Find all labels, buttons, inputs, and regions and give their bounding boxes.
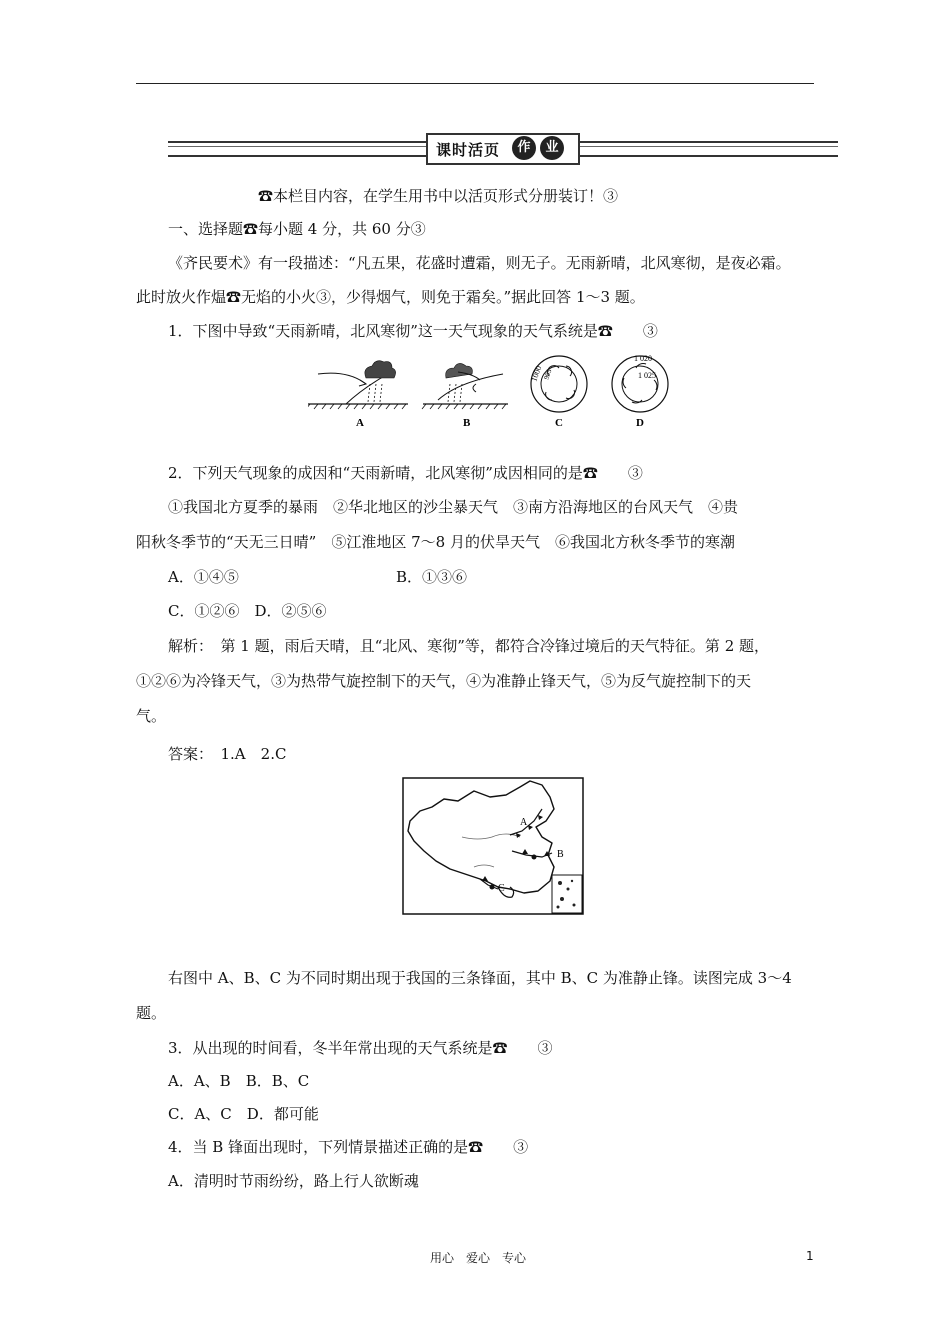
- figure1-panel-a: [308, 361, 408, 429]
- anticyclone-figure: [608, 352, 698, 432]
- banner-title: 课时活页: [436, 141, 501, 159]
- figure1-label-d: D: [636, 417, 644, 429]
- section-banner: [168, 133, 838, 163]
- footer-motto: 用心 爱心 专心: [430, 1251, 527, 1265]
- figure1-label-b: B: [463, 417, 471, 429]
- option-c-d: C．①②⑥ D．②⑤⑥: [168, 602, 327, 620]
- analysis-line: 气。: [136, 707, 167, 725]
- figure1-label-c: C: [555, 417, 563, 429]
- header-rule: [136, 83, 814, 84]
- isobar-1025: 1 025: [638, 371, 656, 380]
- map-label-b: B: [557, 849, 564, 860]
- weather-systems-figure: [308, 352, 608, 432]
- question-2-items: 阳秋冬季节的“天无三日晴” ⑤江淮地区 7～8 月的伏旱天气 ⑥我国北方秋冬季节的寒潮: [136, 533, 735, 551]
- question-4-options: A．清明时节雨纷纷，路上行人欲断魂: [168, 1172, 419, 1190]
- intro-line: 《齐民要术》有一段描述：“凡五果，花盛时遭霜，则无子。无雨新晴，北风寒彻，是夜必霜。: [168, 254, 791, 272]
- china-fronts-map: [402, 777, 584, 915]
- question-2: 2．下列天气现象的成因和“天雨新晴，北风寒彻”成因相同的是☎ ➂: [168, 464, 643, 482]
- analysis-line: ①②⑥为冷锋天气，③为热带气旋控制下的天气，④为准静止锋天气，⑤为反气旋控制下的天: [136, 672, 752, 690]
- banner-rule-left: [168, 141, 426, 157]
- intro-2-line: 右图中 A、B、C 为不同时期出现于我国的三条锋面，其中 B、C 为准静止锋。读图完成 3～4: [168, 969, 792, 987]
- question-2-items: ①我国北方夏季的暴雨 ②华北地区的沙尘暴天气 ③南方沿海地区的台风天气 ④贵: [168, 498, 739, 516]
- figure1-panel-b: [422, 363, 508, 429]
- question-3: 3．从出现的时间看，冬半年常出现的天气系统是☎ ➂: [168, 1039, 553, 1057]
- isobar-1020: 1 020: [634, 354, 652, 363]
- analysis-line: 解析： 第 1 题，雨后天晴，且“北风、寒彻”等，都符合冷锋过境后的天气特征。第 2 题，: [168, 637, 769, 655]
- isobar-1000: 1000: [529, 364, 544, 383]
- figure1-panel-d: [612, 354, 668, 429]
- banner-box: [426, 133, 580, 165]
- figure1-label-a: A: [356, 417, 364, 429]
- binding-notice: ☎本栏目内容，在学生用书中以活页形式分册装订！➂: [258, 187, 619, 205]
- section-heading-choice: 一、选择题☎每小题 4 分，共 60 分➂: [168, 220, 426, 238]
- question-1: 1．下图中导致“天雨新晴，北风寒彻”这一天气现象的天气系统是☎ ➂: [168, 322, 658, 340]
- banner-badge-ye: 业: [540, 136, 564, 160]
- figure1-panel-c: [529, 356, 587, 429]
- option-b: B．①③⑥: [396, 568, 468, 586]
- banner-badge-zuo: 作: [512, 136, 536, 160]
- question-3-options: A．A、B B．B、C: [168, 1072, 310, 1090]
- question-3-options: C．A、C D．都可能: [168, 1105, 319, 1123]
- map-label-a: A: [520, 817, 528, 828]
- option-a: A．①④⑤: [168, 568, 239, 586]
- answer-line: 答案： 1.A 2.C: [168, 745, 287, 763]
- intro-2-line: 题。: [136, 1004, 167, 1022]
- page-number: 1: [806, 1249, 814, 1263]
- map-label-c: C: [498, 883, 505, 894]
- question-4: 4．当 B 锋面出现时，下列情景描述正确的是☎ ➂: [168, 1138, 529, 1156]
- banner-rule-right: [580, 141, 838, 157]
- intro-line: 此时放火作煴☎无焰的小火➂，少得烟气，则免于霜矣。”据此回答 1～3 题。: [136, 288, 645, 306]
- isobar-995: 995: [542, 368, 554, 381]
